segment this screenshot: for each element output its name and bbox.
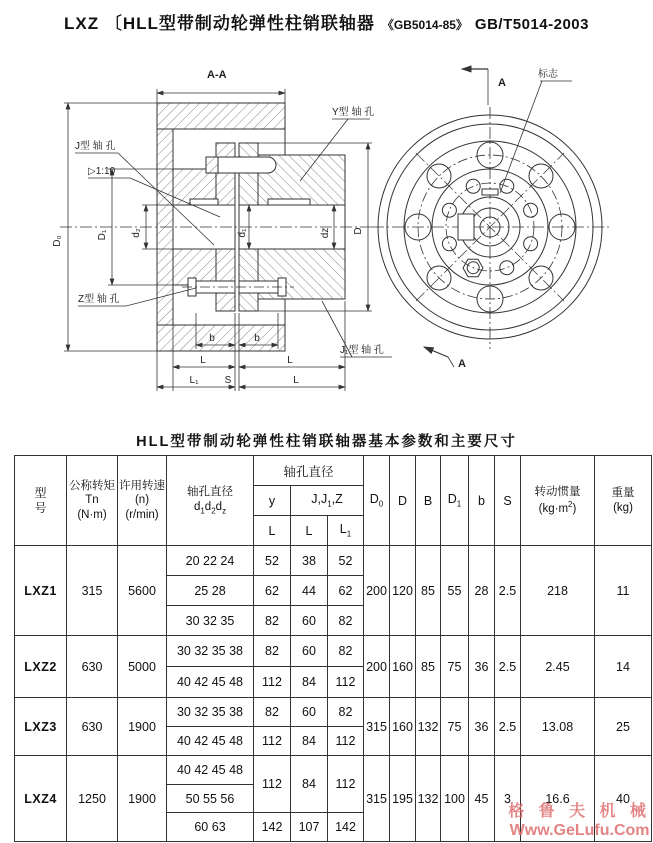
cell-inertia: 2.45 — [521, 636, 595, 698]
cell-L1: 112 — [328, 756, 364, 813]
cell-bore-d: 40 42 45 48 — [167, 667, 254, 698]
cell-L-y: 112 — [254, 756, 291, 813]
cell-L-y: 82 — [254, 606, 291, 636]
dim-d2: d₂ — [131, 228, 142, 238]
col-header-D1: $D_1$ — [441, 456, 469, 546]
col-header-L-y: L — [254, 516, 291, 546]
view-arrow-top: A — [498, 77, 506, 89]
cell-L-y: 52 — [254, 546, 291, 576]
col-header-inertia: 转动惯量 $(kg\cdot m^2)$ — [521, 456, 595, 546]
cell-D: 160 — [390, 698, 416, 756]
col-header-L-j: L — [291, 516, 328, 546]
cell-model: LXZ3 — [15, 698, 67, 756]
cell-bore-d: 25 28 — [167, 576, 254, 606]
view-arrow-bottom: A — [458, 358, 466, 370]
col-header-B: B — [416, 456, 441, 546]
cell-inertia: 218 — [521, 546, 595, 636]
cell-L-j: 44 — [291, 576, 328, 606]
cell-L1: 62 — [328, 576, 364, 606]
title-standard-new: GB/T5014-2003 — [474, 16, 589, 33]
cell-b: 36 — [469, 636, 495, 698]
cell-bore-d: 30 32 35 — [167, 606, 254, 636]
cell-L1: 112 — [328, 727, 364, 756]
cell-L-y: 112 — [254, 727, 291, 756]
cell-L-j: 84 — [291, 727, 328, 756]
cell-D0: 315 — [364, 698, 390, 756]
col-header-b: b — [469, 456, 495, 546]
y-hole-label: Y型 轴 孔 — [332, 107, 375, 118]
cell-D: 120 — [390, 546, 416, 636]
cell-torque: 630 — [67, 636, 118, 698]
cell-D: 160 — [390, 636, 416, 698]
watermark — [508, 803, 651, 840]
dim-b-right: b — [254, 333, 260, 344]
cell-torque: 1250 — [67, 756, 118, 842]
col-header-speed: 许用转速 (n) (r/min) — [118, 456, 167, 546]
cell-S: 2.5 — [495, 636, 521, 698]
cell-D1: 100 — [441, 756, 469, 842]
col-header-S: S — [495, 456, 521, 546]
col-header-y: y — [254, 486, 291, 516]
col-header-jjz: $J,J_1,Z$ — [291, 486, 364, 516]
dim-L-right: L — [287, 355, 293, 366]
cell-b: 45 — [469, 756, 495, 842]
cell-S: 3 — [495, 756, 521, 842]
cell-S: 2.5 — [495, 698, 521, 756]
cell-inertia: 16.6 — [521, 756, 595, 842]
cell-speed: 5000 — [118, 636, 167, 698]
cell-L-y: 62 — [254, 576, 291, 606]
col-header-D0: $D_0$ — [364, 456, 390, 546]
cell-weight: 40 — [595, 756, 652, 842]
cell-model: LXZ2 — [15, 636, 67, 698]
col-header-model: 型号 — [15, 456, 67, 546]
j1-hole-label: J₁型 轴 孔 — [340, 345, 384, 356]
z-hole-label: Z型 轴 孔 — [78, 294, 120, 305]
spec-table — [14, 455, 652, 842]
mark-label: 标志 — [538, 69, 558, 80]
cell-bore-d: 30 32 35 38 — [167, 698, 254, 727]
document-title — [0, 9, 653, 34]
cell-L-y: 142 — [254, 813, 291, 842]
cell-bore-d: 40 42 45 48 — [167, 727, 254, 756]
col-header-weight: 重量 (kg) — [595, 456, 652, 546]
cell-L-y: 112 — [254, 667, 291, 698]
cell-D1: 75 — [441, 698, 469, 756]
cell-b: 36 — [469, 698, 495, 756]
cell-L1: 82 — [328, 636, 364, 667]
cell-torque: 315 — [67, 546, 118, 636]
front-view — [372, 69, 612, 367]
cell-L1: 112 — [328, 667, 364, 698]
dim-D1: D₁ — [97, 229, 108, 241]
j-hole-label: J型 轴 孔 — [75, 141, 116, 152]
title-main: LXZ 〔HLL型带制动轮弹性柱销联轴器 — [63, 14, 375, 33]
col-header-bore-dia: 轴孔直径 $d_1d_2d_z$ — [167, 456, 254, 546]
technical-drawing — [0, 55, 653, 420]
dim-dz: dz — [320, 227, 331, 239]
cell-D0: 200 — [364, 636, 390, 698]
cell-L-j: 60 — [291, 606, 328, 636]
cell-speed: 1900 — [118, 756, 167, 842]
cell-inertia: 13.08 — [521, 698, 595, 756]
cell-L1: 142 — [328, 813, 364, 842]
dim-b-left: b — [209, 333, 215, 344]
cell-L1: 52 — [328, 546, 364, 576]
watermark-brand: 格 鲁 夫 机 械 — [508, 803, 651, 821]
table-title: HLL型带制动轮弹性柱销联轴器基本参数和主要尺寸 — [136, 434, 517, 450]
cell-weight: 25 — [595, 698, 652, 756]
dim-D0: D₀ — [52, 235, 63, 247]
cell-L-j: 60 — [291, 636, 328, 667]
cell-S: 2.5 — [495, 546, 521, 636]
cell-L-j: 38 — [291, 546, 328, 576]
cell-bore-d: 40 42 45 48 — [167, 756, 254, 785]
cell-b: 28 — [469, 546, 495, 636]
cell-L-y: 82 — [254, 636, 291, 667]
cell-D1: 75 — [441, 636, 469, 698]
title-standard-old: 《GB5014-85》 — [381, 18, 468, 32]
cell-L1: 82 — [328, 606, 364, 636]
cell-D0: 200 — [364, 546, 390, 636]
cell-bore-d: 30 32 35 38 — [167, 636, 254, 667]
watermark-url: Www.GeLufu.Com — [509, 821, 650, 839]
cell-B: 132 — [416, 756, 441, 842]
cell-bore-d: 50 55 56 — [167, 785, 254, 813]
cell-D: 195 — [390, 756, 416, 842]
dim-S: S — [224, 375, 232, 386]
cell-bore-d: 20 22 24 — [167, 546, 254, 576]
dim-L1: L₁ — [189, 375, 199, 386]
cell-model: LXZ1 — [15, 546, 67, 636]
cell-L-j: 60 — [291, 698, 328, 727]
col-header-torque: 公称转矩 Tn (N·m) — [67, 456, 118, 546]
cell-model: LXZ4 — [15, 756, 67, 842]
col-header-bore-group: 轴孔直径 — [254, 456, 364, 486]
cell-bore-d: 60 63 — [167, 813, 254, 842]
cell-L1: 82 — [328, 698, 364, 727]
taper-label: ▷1:10 — [88, 166, 116, 177]
cell-L-j: 84 — [291, 667, 328, 698]
cell-L-j: 84 — [291, 756, 328, 813]
cell-speed: 5600 — [118, 546, 167, 636]
cell-D1: 55 — [441, 546, 469, 636]
col-header-L1: $L_1$ — [328, 516, 364, 546]
cell-speed: 1900 — [118, 698, 167, 756]
cell-B: 85 — [416, 546, 441, 636]
dim-L-left: L — [200, 355, 206, 366]
dim-D: D — [353, 227, 364, 235]
cell-L-j: 107 — [291, 813, 328, 842]
cell-torque: 630 — [67, 698, 118, 756]
cell-B: 132 — [416, 698, 441, 756]
dim-L-right2: L — [293, 375, 299, 386]
cell-weight: 11 — [595, 546, 652, 636]
cell-B: 85 — [416, 636, 441, 698]
col-header-D: D — [390, 456, 416, 546]
section-label: A-A — [207, 69, 227, 81]
dim-d1: d₁ — [237, 228, 248, 238]
cell-weight: 14 — [595, 636, 652, 698]
cell-D0: 315 — [364, 756, 390, 842]
cell-L-y: 82 — [254, 698, 291, 727]
